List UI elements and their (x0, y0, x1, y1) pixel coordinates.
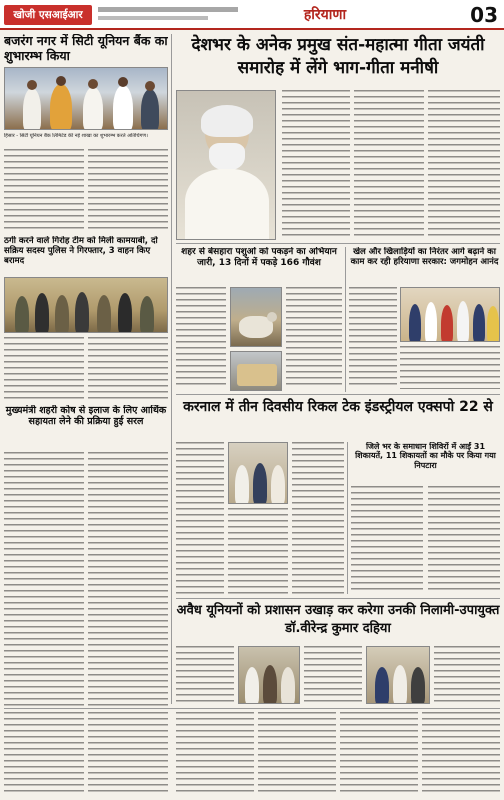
gita-text-col-3 (428, 90, 500, 240)
bank-headline: बजरंग नगर में सिटी यूनियन बैंक का शुभारम्भ किया (4, 34, 168, 63)
animals-text-col-1 (176, 287, 226, 389)
stray-cattle-photo (230, 287, 282, 347)
newspaper-logo: खोजी एसआईआर (4, 5, 92, 25)
police-arrest-photo (4, 277, 168, 333)
camp-headline: जिले भर के समाधान शिविरों में आईं 31 शिकायतें, 11 शिकायतों का मौके पर किया गया निपटारा (355, 442, 496, 470)
continuation-text-col-6 (422, 712, 500, 796)
camp-text-col-1 (351, 486, 423, 594)
animals-headline: शहर से बेसहारा पशुओं को पकड़ने का अभियान जारी, 13 दिनों में पकड़े 166 गौवंश (181, 247, 337, 268)
continuation-text-col-3 (176, 712, 254, 796)
gita-manishi-photo (176, 90, 276, 240)
expo-text-col-3 (228, 508, 288, 594)
sports-text-col-1 (349, 287, 397, 389)
camp-text-col-2 (428, 486, 500, 594)
expo-headline: करनाल में तीन दिवसीय रिकल टेक इंडस्ट्रीयल एक्सपो 22 से (183, 399, 493, 415)
expo-meeting-photo (228, 442, 288, 504)
loan-text-col-2 (88, 452, 168, 706)
bank-photo-caption: हिसार - सिटी यूनियन बैंक लिमिटेड की नई शाखा का शुभारम्भ करते अतिथिगण। (4, 133, 148, 139)
cyber-text-col-2 (88, 337, 168, 401)
loan-text-col-1 (4, 452, 84, 706)
loan-headline: मुख्यमंत्री शहरी कोष से इलाज के लिए आर्थिक सहायता लेने की प्रक्रिया हुई सरल (5, 405, 167, 428)
sports-headline: खेल और खिलाड़ियों का निरंतर आगे बढ़ाने का काम कर रही हरियाणा सरकार: जगमोहन आनंद (350, 247, 499, 268)
section-title: हरियाणा (303, 7, 347, 23)
unions-meeting-photo-1 (238, 646, 300, 704)
bank-inauguration-photo (4, 67, 168, 130)
edition-info (98, 4, 248, 20)
unions-headline: अवैध यूनियनों को प्रशासन उखाड़ कर करेगा उनकी निलामी-उपायुक्त डॉ.वीरेन्द्र कुमार दहिया (176, 603, 500, 637)
unions-meeting-photo-2 (366, 646, 430, 704)
expo-text-col-1 (176, 442, 224, 594)
masthead (0, 0, 504, 30)
continuation-text-col-4 (258, 712, 336, 796)
cyber-text-col-1 (4, 337, 84, 401)
expo-text-col-2 (292, 442, 344, 594)
cattle-truck-photo (230, 351, 282, 391)
unions-text-col-2 (304, 646, 362, 704)
continuation-text-col-1 (4, 712, 84, 796)
page-number: 03 (470, 3, 498, 27)
bank-text-col-1 (4, 149, 84, 231)
gita-text-col-2 (354, 90, 424, 240)
gita-text-col-1 (282, 90, 350, 240)
continuation-text-col-5 (340, 712, 418, 796)
unions-text-col-1 (176, 646, 234, 704)
gita-headline: देशभर के अनेक प्रमुख संत-महात्मा गीता जयंती समारोह में लेंगे भाग-गीता मनीषी (191, 35, 485, 78)
continuation-text-col-2 (88, 712, 168, 796)
unions-text-col-3 (434, 646, 500, 704)
sports-event-photo (400, 287, 500, 342)
cyber-headline: ठगी करने वाले गिरोह टीम को मिली कामयाबी, दो सक्रिय सदस्य पुलिस ने गिरफ्तार, 3 वाहन किए बरामद (4, 236, 158, 267)
bank-text-col-2 (88, 149, 168, 231)
animals-text-col-2 (286, 287, 342, 389)
sports-text-col-2 (400, 346, 500, 389)
